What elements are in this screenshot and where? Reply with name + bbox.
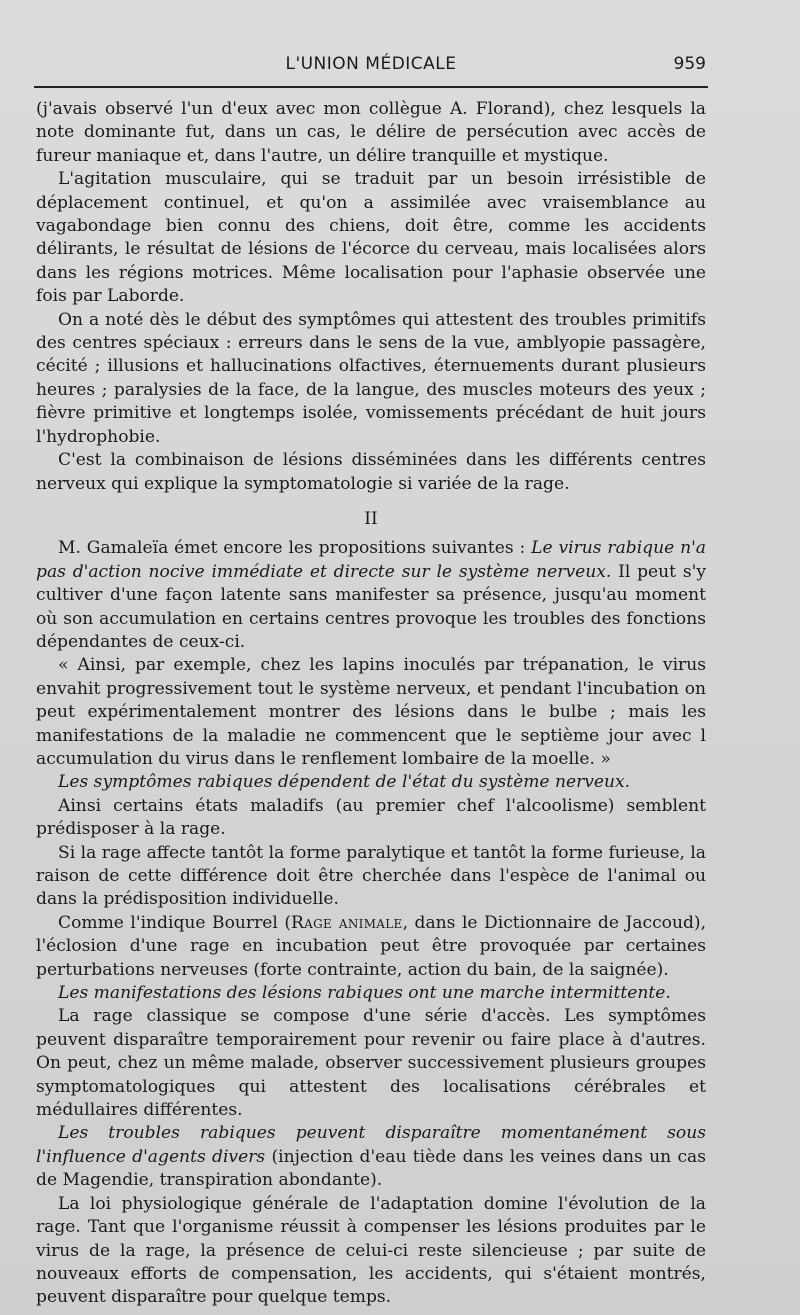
paragraph-adaptation: La loi physiologique générale de l'adaptation domine l'évolution de la rage. Tant que l'organisme réussit à compenser les lésions produites par le virus de la rage, la présence de celui-ci reste silencieuse ; par suite de nouveaux efforts de compensation, les accidents, qui s'étaient montrés, peuvent disparaître pour quelque temps. [36,1193,706,1308]
journal-title: L'UNION MÉDICALE [285,54,457,74]
header-rule [34,86,708,88]
text-run: M. Gamaleïa émet encore les propositions suivantes : [58,538,532,559]
text-run: (injection d'eau tiède dans les veines dans un cas de Magendie, transpiration abondante). [36,1146,706,1191]
paragraph-agitation: L'agitation musculaire, qui se traduit par un besoin irrésistible de déplacement continuel, et qu'on a assimilée avec vraisemblance au vagabondage bien connu des chiens, doit être, comme les accidents délirants, le résultat de lésions de l'écorce du cerveau, mais localisées alors dans les régions motrices. Même localisation pour l'aphasie observée une fois par Laborde. [36,169,706,307]
italic-proposition: Les manifestations des lésions rabiques ont une marche intermittente. [58,983,671,1004]
paragraph-bourrel [36,912,706,982]
italic-proposition: Le virus rabique n'a pas d'action nocive immédiate et directe sur le système nerveux. [36,538,706,582]
page-number: 959 [673,54,706,74]
paragraph-quote: « Ainsi, par exemple, chez les lapins inoculés par trépanation, le virus envahit progressivement tout le système nerveux, et pendant l'incubation on peut expérimentalement montrer des lésions dans le bulbe ; mais les manifestations de la maladie ne commencent que le septième jour avec l accumulation du virus dans le renflement lombaire de la moelle. » [36,655,706,769]
paragraph-gamaleia [36,537,706,654]
text-run: Comme l'indique Bourrel ( [58,912,292,933]
text-run: Il peut s'y cultiver d'une façon latente sans manifester sa présence, jusqu'au moment où son accumulation en certains centres provoque les troubles des fonctions dépendantes de ceux-ci. [36,561,706,652]
paragraph-continuation: (j'avais observé l'un d'eux avec mon collègue A. Florand), chez lesquels la note dominante fut, dans un cas, le délire de persécution avec accès de fureur maniaque et, dans l'autre, un délire tranquille et mystique. [36,99,706,166]
italic-proposition: Les symptômes rabiques dépendent de l'état du système nerveux. [58,772,631,793]
paragraph-predisposition: Ainsi certains états maladifs (au premier chef l'alcoolisme) semblent prédisposer à la rage. [36,795,706,840]
text-run: , dans le Dictionnaire de Jaccoud), l'éclosion d'une rage en incubation peut être provoquée par certaines perturbations nerveuses (forte contrainte, action du bain, de la saignée). [36,912,706,980]
paragraph-italic-heading [36,982,706,1005]
section-heading: II [364,508,378,529]
paragraph-forms: Si la rage affecte tantôt la forme paralytique et tantôt la forme furieuse, la raison de cette différence doit être cherchée dans l'espèce de l'animal ou dans la prédisposition individuelle. [36,842,706,910]
body-text [36,98,706,1310]
paragraph-italic-heading [36,771,706,794]
running-header [36,54,706,82]
paragraph-classic-rage: La rage classique se compose d'une série d'accès. Les symptômes peuvent disparaître temporairement pour revenir ou faire place à d'autres. On peut, chez un même malade, observer successivement plusieurs groupes symptomatologiques qui attestent des localisations cérébrales et médullaires différentes. [36,1006,706,1121]
small-caps-reference: Rage animale [291,912,403,933]
paragraph-combination: C'est la combinaison de lésions disséminées dans les différents centres nerveux qui explique la symptomatologie si variée de la rage. [36,450,706,494]
italic-proposition: Les troubles rabiques peuvent disparaître momentanément sous l'influence d'agents divers [36,1123,706,1167]
paragraph-troubles [36,1122,706,1192]
paragraph-symptoms: On a noté dès le début des symptômes qui attestent des troubles primitifs des centres spéciaux : erreurs dans le sens de la vue, amblyopie passagère, cécité ; illusions et hallucinations olfactives, éternuements durant plusieurs heures ; paralysies de la face, de la langue, des muscles moteurs des yeux ; fièvre primitive et longtemps isolée, vomissements précédant de huit jours l'hydrophobie. [36,309,706,447]
